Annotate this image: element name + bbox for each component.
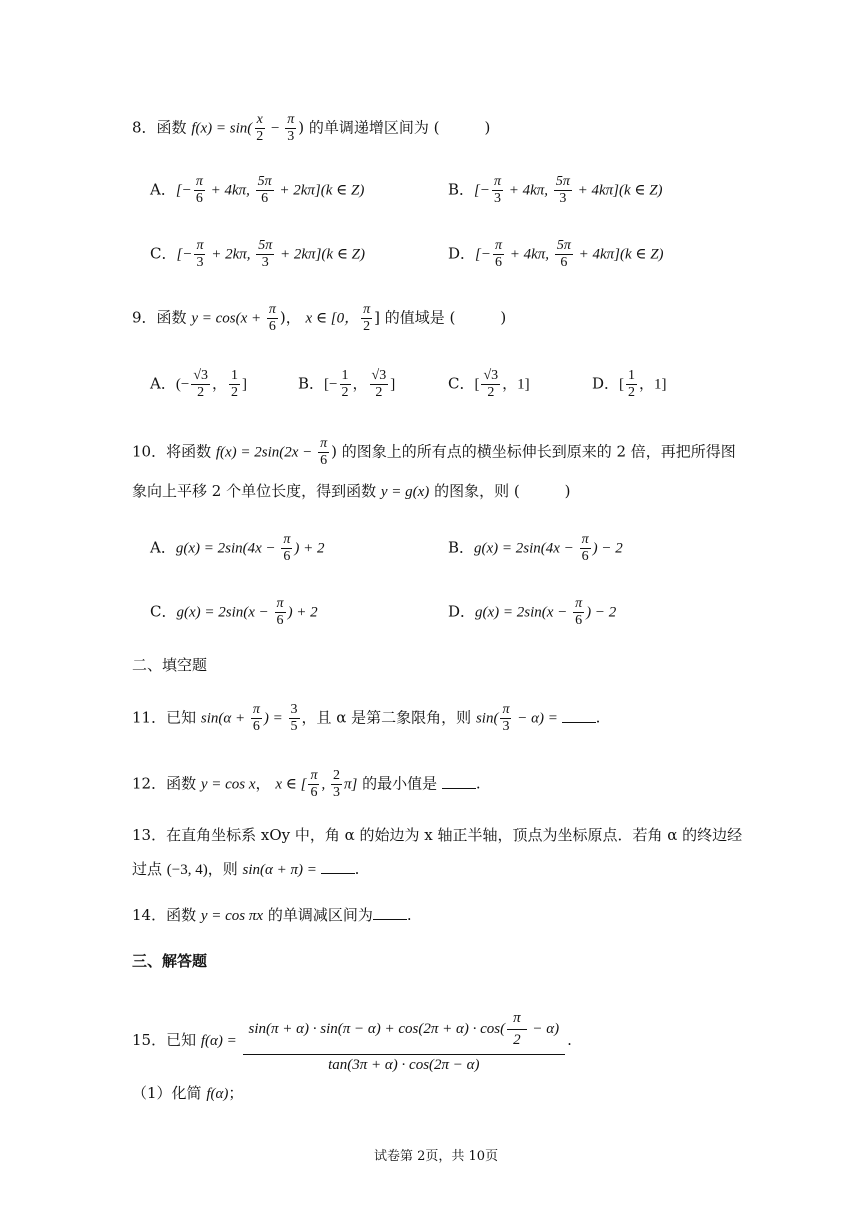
q8-stem: 8．函数 f(x) = sin( $\frac{x}{2}$ − $\frac{\pi}{3}$ ) 的单调递增区间为 ( ) <box>132 112 491 145</box>
q9-option-a[interactable]: A．(− $\frac{√3}{2}$ ， $\frac{1}{2}$ ] <box>150 368 248 401</box>
q10-stem-line1: 10．将函数 f(x) = 2sin(2x − $\frac{\pi}{6}$ ) 的图象上的所有点的横坐标伸长到原来的 2 倍，再把所得图 <box>132 436 736 469</box>
q9-option-b[interactable]: B．[− $\frac{1}{2}$ ， $\frac{√3}{2}$ ] <box>298 368 396 401</box>
q11-stem: 11．已知 sin(α + $\frac{\pi}{6}$ ) = $\frac{3}{5}$ ，且 α 是第二象限角，则 sin( $\frac{\pi}{3}$ − α) = . <box>132 702 601 735</box>
page-footer: 试卷第 2页，共 10页 <box>374 1149 499 1164</box>
q9-option-d[interactable]: D．[ $\frac{1}{2}$ ，1] <box>592 368 667 401</box>
q11-answer-blank[interactable] <box>562 721 596 723</box>
q9-option-c[interactable]: C．[ $\frac{√3}{2}$ ，1] <box>448 368 530 401</box>
q13-answer-blank[interactable] <box>321 872 355 874</box>
q12-stem: 12．函数 y = cos x， x ∈ [ $\frac{\pi}{6}$ , $\frac{2}{3}$ π] 的最小值是 . <box>132 768 481 801</box>
q10-option-a[interactable]: A．g(x) = 2sin(4x − $\frac{\pi}{6}$ ) + 2 <box>150 532 325 565</box>
q10-option-b[interactable]: B．g(x) = 2sin(4x − $\frac{\pi}{6}$ ) − 2 <box>448 532 623 565</box>
q10-option-c[interactable]: C．g(x) = 2sin(x − $\frac{\pi}{6}$ ) + 2 <box>150 596 318 629</box>
q12-answer-blank[interactable] <box>442 787 476 789</box>
q8-option-b[interactable]: B．[− $\frac{\pi}{3}$ + 4kπ, $\frac{5\pi}{3}$ + 4kπ](k ∈ Z) <box>448 174 663 207</box>
q13-stem-line1: 13．在直角坐标系 xOy 中，角 α 的始边为 x 轴正半轴，顶点为坐标原点．若角 α 的终边经 <box>132 826 743 844</box>
q15-stem: 15．已知 f(α) = sin(π + α) · sin(π − α) + cos(2π + α) · cos( $\frac{\pi}{2}$ − α) tan(3π + α) · cos(2π − α) . <box>132 1006 572 1076</box>
q15-main-fraction: sin(π + α) · sin(π − α) + cos(2π + α) · cos( $\frac{\pi}{2}$ − α) tan(3π + α) · cos(2π − α) <box>243 1006 566 1076</box>
q8-option-d[interactable]: D．[− $\frac{\pi}{6}$ + 4kπ, $\frac{5\pi}{6}$ + 4kπ](k ∈ Z) <box>448 238 664 271</box>
section-heading-fill-in: 二、填空题 <box>132 656 208 674</box>
q14-answer-blank[interactable] <box>373 918 407 920</box>
q10-option-d[interactable]: D．g(x) = 2sin(x − $\frac{\pi}{6}$ ) − 2 <box>448 596 617 629</box>
section-heading-solutions: 三、解答题 <box>132 952 208 970</box>
q13-stem-line2: 过点 (−3, 4)，则 sin(α + π) = . <box>132 860 360 878</box>
q15-subquestion-1: （1）化简 f(α)； <box>132 1084 244 1102</box>
q14-stem: 14．函数 y = cos πx 的单调减区间为 . <box>132 906 412 924</box>
q9-stem: 9．函数 y = cos(x + $\frac{\pi}{6}$ )， x ∈ [0， $\frac{\pi}{2}$ ] 的值域是 ( ) <box>132 302 507 335</box>
q10-stem-line2: 象向上平移 2 个单位长度，得到函数 y = g(x) 的图象，则 ( ) <box>132 482 571 500</box>
q8-option-a[interactable]: A．[− $\frac{\pi}{6}$ + 4kπ, $\frac{5\pi}{6}$ + 2kπ](k ∈ Z) <box>150 174 365 207</box>
q8-option-c[interactable]: C．[− $\frac{\pi}{3}$ + 2kπ, $\frac{5\pi}{3}$ + 2kπ](k ∈ Z) <box>150 238 366 271</box>
